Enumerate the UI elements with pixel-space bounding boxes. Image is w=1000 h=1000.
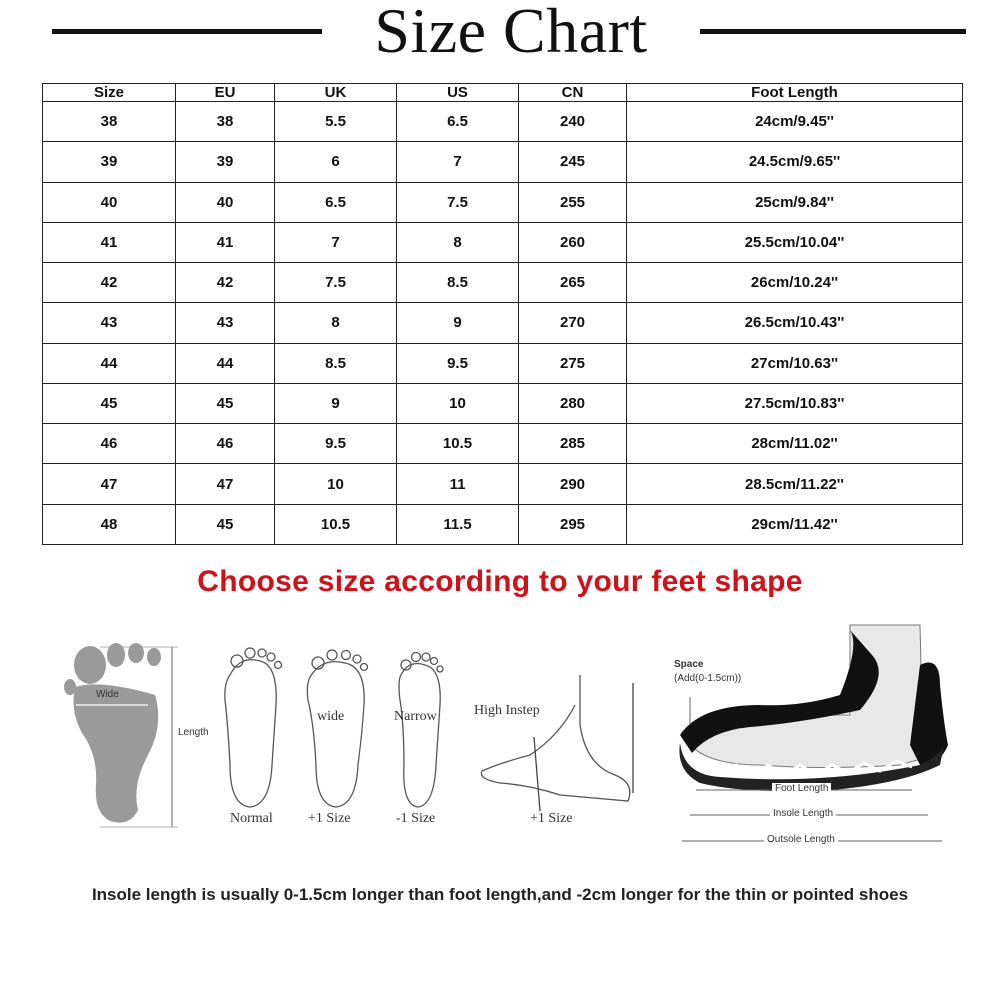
feet-shape-heading: Choose size according to your feet shape: [197, 565, 803, 598]
insole-length-dimension-label: Insole Length: [770, 808, 836, 819]
table-cell: 45: [43, 383, 176, 423]
table-row: [43, 424, 963, 464]
column-header: Size: [43, 84, 176, 102]
table-cell: 48: [43, 504, 176, 544]
insole-note: Insole length is usually 0-1.5cm longer than foot length,and -2cm longer for the thin or pointed shoes: [91, 885, 909, 904]
narrow-foot-label: Narrow: [394, 709, 437, 724]
table-cell: 10: [397, 383, 519, 423]
title-rule-right: [700, 29, 966, 34]
table-cell: 11: [397, 464, 519, 504]
table-cell: 41: [43, 222, 176, 262]
foot-outline-wide: [307, 650, 367, 807]
title-rule-left: [52, 29, 322, 34]
table-row: [43, 464, 963, 504]
table-cell: 46: [176, 424, 275, 464]
table-cell: 290: [519, 464, 627, 504]
table-cell: 28cm/11.02'': [627, 424, 963, 464]
table-cell: 24cm/9.45'': [627, 102, 963, 142]
table-row: [43, 303, 963, 343]
table-cell: 9.5: [275, 424, 397, 464]
table-cell: 270: [519, 303, 627, 343]
table-cell: 10: [275, 464, 397, 504]
foot-outline-narrow: [399, 653, 443, 808]
table-row: [43, 142, 963, 182]
table-cell: 7.5: [397, 182, 519, 222]
table-cell: 27.5cm/10.83'': [627, 383, 963, 423]
table-cell: 8.5: [397, 263, 519, 303]
column-header: EU: [176, 84, 275, 102]
table-cell: 8: [275, 303, 397, 343]
table-row: [43, 343, 963, 383]
foot-outline-high-instep: [481, 675, 633, 811]
table-row: [43, 182, 963, 222]
table-cell: 7: [275, 222, 397, 262]
table-cell: 45: [176, 383, 275, 423]
table-cell: 6.5: [275, 182, 397, 222]
plus-one-size-caption: +1 Size: [308, 811, 351, 826]
table-cell: 27cm/10.63'': [627, 343, 963, 383]
title-row: [0, 0, 1000, 64]
table-cell: 28.5cm/11.22'': [627, 464, 963, 504]
foot-shape-drawing: [60, 615, 960, 865]
table-row: [43, 263, 963, 303]
minus-one-size-caption: -1 Size: [396, 811, 436, 826]
table-cell: 43: [176, 303, 275, 343]
table-cell: 10.5: [275, 504, 397, 544]
table-cell: 25.5cm/10.04'': [627, 222, 963, 262]
table-cell: 38: [176, 102, 275, 142]
table-cell: 39: [176, 142, 275, 182]
table-cell: 42: [43, 263, 176, 303]
table-cell: 41: [176, 222, 275, 262]
table-row: [43, 222, 963, 262]
table-cell: 24.5cm/9.65'': [627, 142, 963, 182]
table-cell: 26cm/10.24'': [627, 263, 963, 303]
table-cell: 42: [176, 263, 275, 303]
footprint-icon: [64, 643, 161, 823]
table-cell: 6: [275, 142, 397, 182]
table-row: [43, 504, 963, 544]
size-table: [42, 83, 963, 545]
table-cell: 285: [519, 424, 627, 464]
table-cell: 8.5: [275, 343, 397, 383]
table-cell: 43: [43, 303, 176, 343]
table-cell: 6.5: [397, 102, 519, 142]
column-header: US: [397, 84, 519, 102]
table-row: [43, 102, 963, 142]
column-header: CN: [519, 84, 627, 102]
table-cell: 39: [43, 142, 176, 182]
table-body: [43, 102, 963, 545]
table-cell: 11.5: [397, 504, 519, 544]
table-cell: 38: [43, 102, 176, 142]
length-label: Length: [178, 727, 209, 738]
table-cell: 26.5cm/10.43'': [627, 303, 963, 343]
table-cell: 240: [519, 102, 627, 142]
column-header: UK: [275, 84, 397, 102]
table-header-row: [43, 84, 963, 102]
column-header: Foot Length: [627, 84, 963, 102]
table-cell: 29cm/11.42'': [627, 504, 963, 544]
table-cell: 265: [519, 263, 627, 303]
table-cell: 25cm/9.84'': [627, 182, 963, 222]
table-cell: 10.5: [397, 424, 519, 464]
table-cell: 45: [176, 504, 275, 544]
table-cell: 46: [43, 424, 176, 464]
page-title: Size Chart: [374, 0, 648, 66]
normal-caption: Normal: [230, 811, 273, 826]
foot-shape-illustration: [60, 615, 960, 865]
foot-length-dimension-label: Foot Length: [772, 783, 831, 794]
foot-outline-normal: [225, 648, 282, 807]
wide-foot-label: wide: [317, 709, 345, 724]
table-cell: 255: [519, 182, 627, 222]
table-cell: 44: [43, 343, 176, 383]
table-cell: 5.5: [275, 102, 397, 142]
table-cell: 40: [43, 182, 176, 222]
table-cell: 7.5: [275, 263, 397, 303]
table-cell: 9.5: [397, 343, 519, 383]
high-instep-label: High Instep: [474, 703, 540, 718]
high-instep-caption: +1 Size: [530, 811, 573, 826]
table-cell: 9: [275, 383, 397, 423]
table-cell: 295: [519, 504, 627, 544]
table-cell: 245: [519, 142, 627, 182]
table-cell: 44: [176, 343, 275, 383]
table-cell: 280: [519, 383, 627, 423]
table-cell: 9: [397, 303, 519, 343]
space-label: Space: [674, 659, 704, 670]
space-sub-label: (Add(0-1.5cm)): [674, 673, 742, 684]
table-row: [43, 383, 963, 423]
outsole-length-dimension-label: Outsole Length: [764, 834, 838, 845]
table-cell: 275: [519, 343, 627, 383]
wide-label: Wide: [96, 689, 119, 700]
shoe-cross-section-icon: [679, 625, 948, 791]
table-cell: 260: [519, 222, 627, 262]
table-cell: 8: [397, 222, 519, 262]
table-cell: 7: [397, 142, 519, 182]
table-cell: 47: [176, 464, 275, 504]
table-cell: 40: [176, 182, 275, 222]
table-cell: 47: [43, 464, 176, 504]
